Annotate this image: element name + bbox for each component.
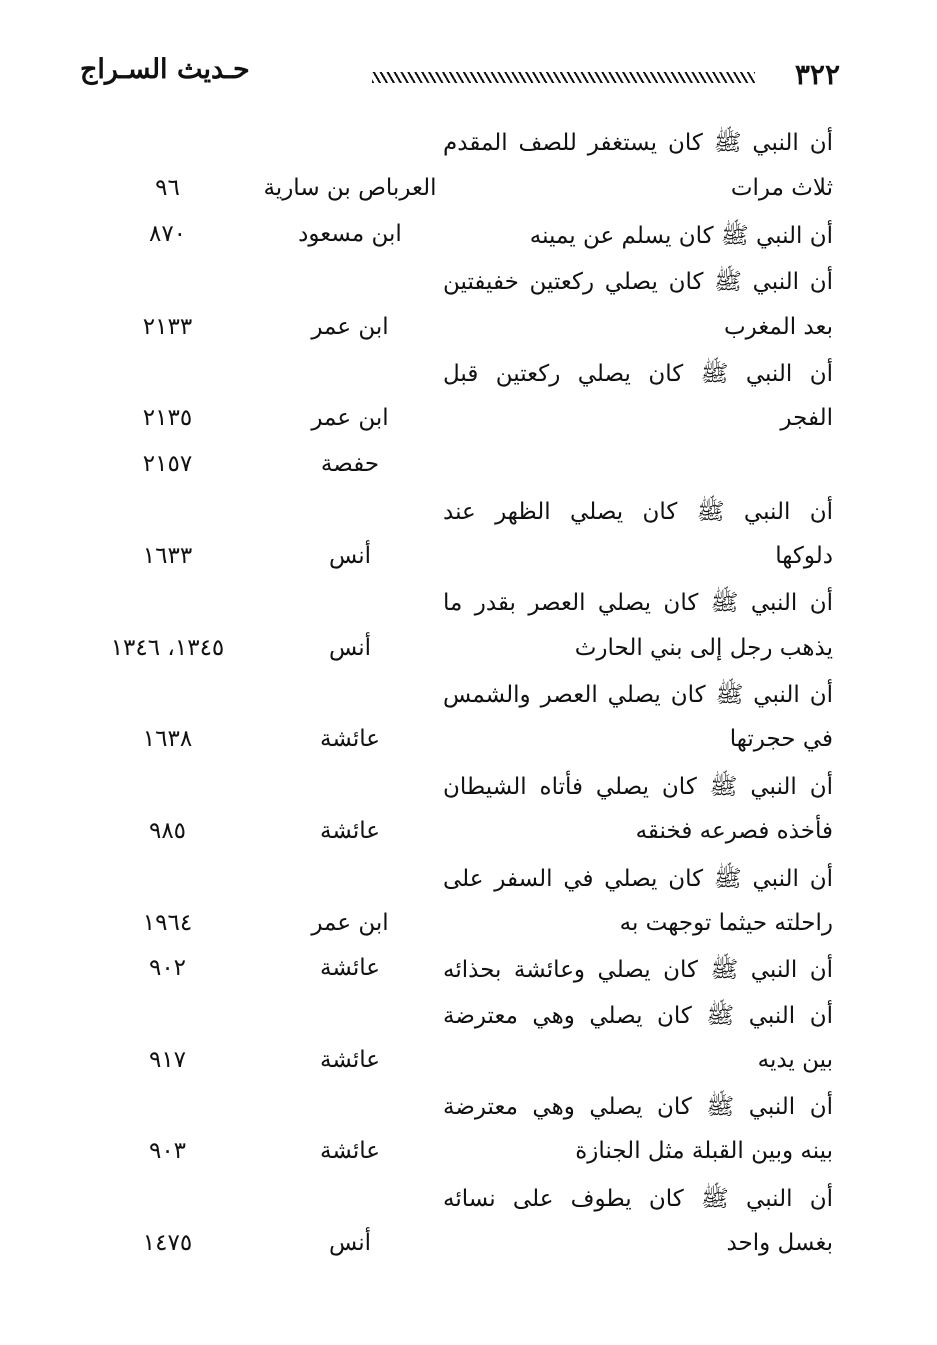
hadith-number: ١٣٤٥، ١٣٤٦ (110, 635, 225, 661)
hadith-number: ١٤٧٥ (142, 1230, 193, 1256)
index-line (80, 814, 840, 860)
index-line (80, 1180, 840, 1226)
narrator: حفصة (320, 451, 380, 477)
hadith-text: أن النبي ﷺ كان يصلي العصر بقدر ما (443, 590, 833, 616)
hadith-text: دلوكها (775, 543, 833, 569)
hadith-text: أن النبي ﷺ كان يسلم عن يمينه (529, 223, 833, 249)
index-line (80, 631, 840, 677)
hadith-text: أن النبي ﷺ كان يصلي الظهر عند (443, 499, 833, 525)
index-line (80, 171, 840, 217)
hadith-text: يذهب رجل إلى بني الحارث (574, 635, 833, 661)
hadith-number: ٢١٣٣ (142, 314, 193, 340)
hadith-text: بينه وبين القبلة مثل الجنازة (575, 1138, 833, 1164)
index-line (80, 217, 840, 263)
hadith-text: أن النبي ﷺ كان يصلي ركعتين قبل (443, 361, 833, 387)
hadith-text: أن النبي ﷺ كان يصلي ركعتين خفيفتين (443, 269, 833, 295)
hadith-text: أن النبي ﷺ كان يصلي في السفر على (443, 866, 833, 892)
hadith-text: أن النبي ﷺ كان يصلي وهي معترضة (443, 1003, 833, 1029)
narrator: أنس (328, 635, 372, 661)
index-line (80, 493, 840, 539)
hadith-text: الفجر (780, 405, 833, 431)
book-title: حـديث السـراج (80, 54, 250, 85)
index-line (80, 401, 840, 447)
hadith-text: بين يديه (757, 1047, 833, 1073)
index-line (80, 263, 840, 309)
index-line (80, 584, 840, 630)
hadith-number: ٢١٥٧ (142, 451, 193, 477)
index-line (80, 951, 840, 997)
index-line (80, 124, 840, 170)
hadith-text: أن النبي ﷺ كان يصلي وعائشة بحذائه (443, 957, 833, 983)
hadith-text: في حجرتها (729, 726, 833, 752)
index-line (80, 906, 840, 952)
header-rule (372, 72, 755, 83)
hadith-text: أن النبي ﷺ كان يصلي وهي معترضة (443, 1094, 833, 1120)
hadith-text: أن النبي ﷺ كان يستغفر للصف المقدم (443, 130, 833, 156)
hadith-number: ٩٦ (155, 175, 180, 201)
index-line (80, 1043, 840, 1089)
hadith-number: ٩٠٢ (148, 955, 187, 981)
narrator: ابن عمر (311, 314, 389, 340)
index-line (80, 676, 840, 722)
hadith-number: ٩٨٥ (148, 818, 187, 844)
hadith-number: ٨٧٠ (148, 221, 187, 247)
narrator: ابن عمر (311, 910, 389, 936)
index-line (80, 1226, 840, 1272)
narrator: ابن عمر (311, 405, 389, 431)
index-line (80, 310, 840, 356)
hadith-text: بغسل واحد (726, 1230, 833, 1256)
narrator: عائشة (320, 818, 380, 844)
narrator: أنس (328, 1230, 372, 1256)
narrator: عائشة (320, 955, 380, 981)
narrator: ابن مسعود (298, 221, 402, 247)
hadith-number: ٢١٣٥ (142, 405, 193, 431)
hadith-text: راحلته حيثما توجهت به (619, 910, 833, 936)
narrator: عائشة (320, 1047, 380, 1073)
hadith-number: ١٦٣٨ (142, 726, 193, 752)
index-line (80, 860, 840, 906)
hadith-text: أن النبي ﷺ كان يصلي العصر والشمس (443, 682, 833, 708)
index-line (80, 1088, 840, 1134)
page-number: ٣٢٢ (794, 58, 840, 91)
hadith-number: ١٩٦٤ (142, 910, 193, 936)
narrator: أنس (328, 543, 372, 569)
hadith-text: ثلاث مرات (730, 175, 833, 201)
hadith-number: ٩١٧ (148, 1047, 187, 1073)
index-line (80, 768, 840, 814)
index-line (80, 1134, 840, 1180)
hadith-text: بعد المغرب (723, 314, 833, 340)
narrator: عائشة (320, 1138, 380, 1164)
hadith-number: ٩٠٣ (148, 1138, 187, 1164)
hadith-text: أن النبي ﷺ كان يصلي فأتاه الشيطان (443, 774, 833, 800)
hadith-text: فأخذه فصرعه فخنقه (635, 818, 833, 844)
hadith-number: ١٦٣٣ (142, 543, 193, 569)
narrator: العرباص بن سارية (263, 175, 437, 201)
index-line (80, 355, 840, 401)
index-line (80, 539, 840, 585)
index-line (80, 447, 840, 493)
index-line (80, 722, 840, 768)
page-header (80, 52, 840, 96)
narrator: عائشة (320, 726, 380, 752)
hadith-text: أن النبي ﷺ كان يطوف على نسائه (443, 1186, 833, 1212)
index-line (80, 997, 840, 1043)
